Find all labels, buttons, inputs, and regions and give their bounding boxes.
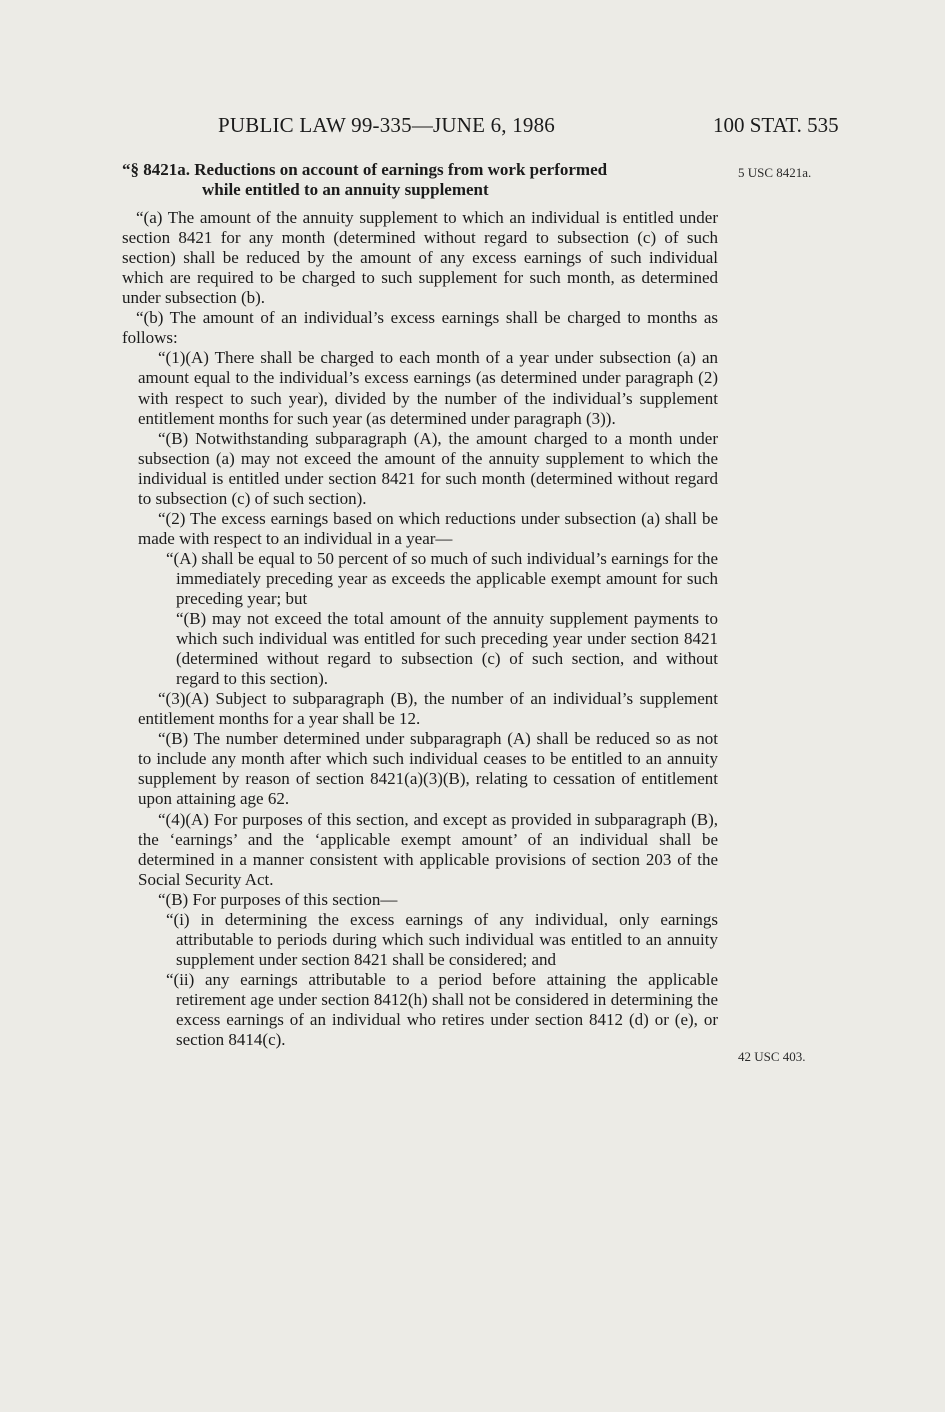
paragraph-b-4-B: “(B) For purposes of this section—	[158, 889, 398, 909]
stat-page-number: 100 STAT. 535	[713, 113, 839, 137]
section-title-line-1: “§ 8421a. Reductions on account of earnings from work performed	[122, 160, 608, 179]
paragraph-b-1-A: “(1)(A) There shall be charged to each month of a year under subsection (a) an amount equal to the individual’s excess earnings (as determined under paragraph (2) with respect to such year), divided by the number of the individual’s supplement entitlement months for such year (as determined under paragraph (3)).	[138, 348, 718, 428]
clause-b-4-B-i: “(i) in determining the excess earnings of any individual, only earnings attributable to periods during which such individual was entitled to an annuity supplement under section 8421 shall be considered; and	[166, 909, 718, 969]
paragraph-b-2-A: “(A) shall be equal to 50 percent of so much of such individual’s earnings for the immediately preceding year as exceeds the applicable exempt amount for such preceding year; but	[166, 548, 718, 608]
subsection-b: “(b) The amount of an individual’s excess earnings shall be charged to months as follows:	[122, 308, 718, 348]
paragraph-b-1-B: “(B) Notwithstanding subparagraph (A), the amount charged to a month under subsection (a) may not exceed the amount of the annuity supplement to which the individual is entitled under section 8421 for such month (determined without regard to subsection (c) of such section).	[138, 428, 718, 508]
clause-b-4-B-ii: “(ii) any earnings attributable to a period before attaining the applicable retirement age under section 8412(h) shall not be considered in determining the excess earnings of an individual who retires under section 8412 (d) or (e), or section 8414(c).	[166, 969, 718, 1050]
margin-citation-5-usc-8421a: 5 USC 8421a.	[738, 165, 812, 180]
running-title: PUBLIC LAW 99-335—JUNE 6, 1986	[218, 113, 556, 137]
margin-citation-42-usc-403: 42 USC 403.	[738, 1049, 806, 1064]
paragraph-b-2-B: “(B) may not exceed the total amount of the annuity supplement payments to which such individual was entitled for such preceding year under section 8421 (determined without regard to subsection (c) of such section, and without regard to this section).	[176, 609, 718, 689]
paragraph-b-3-A: “(3)(A) Subject to subparagraph (B), the number of an individual’s supplement entitlement months for a year shall be 12.	[138, 689, 718, 729]
section-title-line-2: while entitled to an annuity supplement	[202, 180, 489, 200]
paragraph-b-3-B: “(B) The number determined under subparagraph (A) shall be reduced so as not to include any month after which such individual ceases to be entitled to an annuity supplement by reason of section 8421(a)(3)(B), relating to cessation of entitlement upon attaining age 62.	[138, 729, 718, 809]
section-body	[122, 160, 718, 1050]
paragraph-b-4-A: “(4)(A) For purposes of this section, and except as provided in subparagraph (B), the ‘earnings’ and the ‘applicable exempt amount’ of an individual shall be determined in a manner consistent with applicable provisions of section 203 of the Social Security Act.	[138, 809, 718, 889]
paragraph-b-2: “(2) The excess earnings based on which reductions under subsection (a) shall be made with respect to an individual in a year—	[138, 508, 718, 548]
subsection-a: “(a) The amount of the annuity supplement to which an individual is entitled under section 8421 for any month (determined without regard to subsection (c) of such section) shall be reduced by the amount of any excess earnings of such individual which are required to be charged to such supplement for such month, as determined under subsection (b).	[122, 208, 718, 308]
